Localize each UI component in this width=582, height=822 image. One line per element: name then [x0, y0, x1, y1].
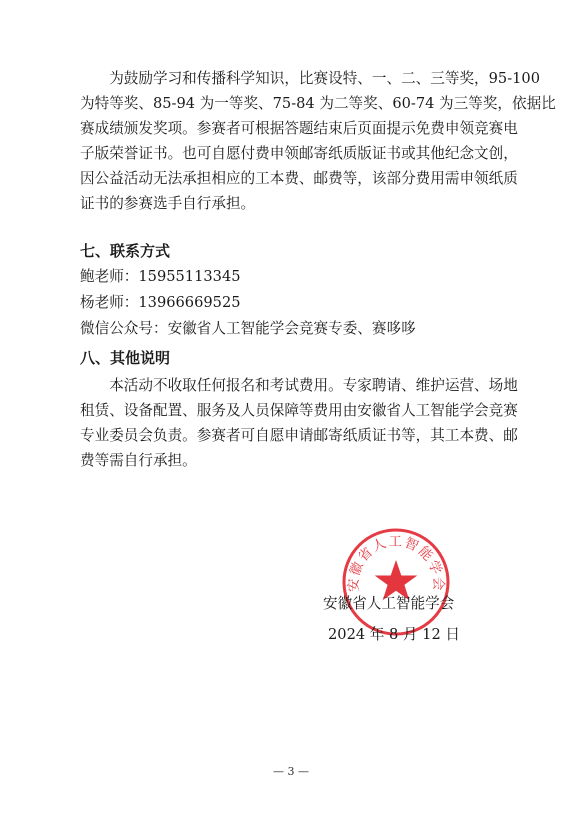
text-line: 费等需自行承担。 — [80, 452, 197, 469]
text-line: 子版荣誉证书。也可自愿付费申领邮寄纸质版证书或其他纪念文创， — [80, 145, 518, 162]
text-line: 租赁、设备配置、服务及人员保障等费用由安徽省人工智能学会竞赛 — [80, 402, 518, 419]
text-line: 本活动不收取任何报名和考试费用。专家聘请、维护运营、场地 — [109, 377, 518, 394]
text-line: 为鼓励学习和传播科学知识，比赛设特、一、二、三等奖，95-100 — [109, 70, 540, 87]
text-line: 为特等奖、85-94 为一等奖、75-84 为二等奖、60-74 为三等奖，依据比 — [80, 95, 556, 112]
contact-line: 鲍老师：15955113345 — [80, 268, 241, 285]
text-line: 证书的参赛选手自行承担。 — [80, 195, 256, 212]
contact-line: 杨老师：13966669525 — [80, 294, 241, 311]
text-line: 赛成绩颁发奖项。参赛者可根据答题结束后页面提示免费申领竞赛电 — [80, 120, 518, 137]
signature-organization: 安徽省人工智能学会 — [323, 595, 455, 612]
section-heading-contact: 七、联系方式 — [80, 242, 171, 260]
contact-line: 微信公众号：安徽省人工智能学会竞赛专委、赛哆哆 — [80, 320, 416, 337]
official-seal-stamp — [340, 526, 452, 638]
signature-date: 2024 年 8 月 12 日 — [328, 626, 460, 643]
section-heading-other: 八、其他说明 — [80, 349, 171, 367]
seal-text: 安徽省人工智能学会 — [345, 533, 447, 593]
page-number: — 3 — — [273, 765, 309, 778]
awards-paragraph — [80, 66, 556, 216]
other-paragraph — [80, 373, 518, 473]
text-line: 专业委员会负责。参赛者可自愿申请邮寄纸质证书等，其工本费、邮 — [80, 427, 518, 444]
text-line: 因公益活动无法承担相应的工本费、邮费等，该部分费用需申领纸质 — [80, 170, 518, 187]
